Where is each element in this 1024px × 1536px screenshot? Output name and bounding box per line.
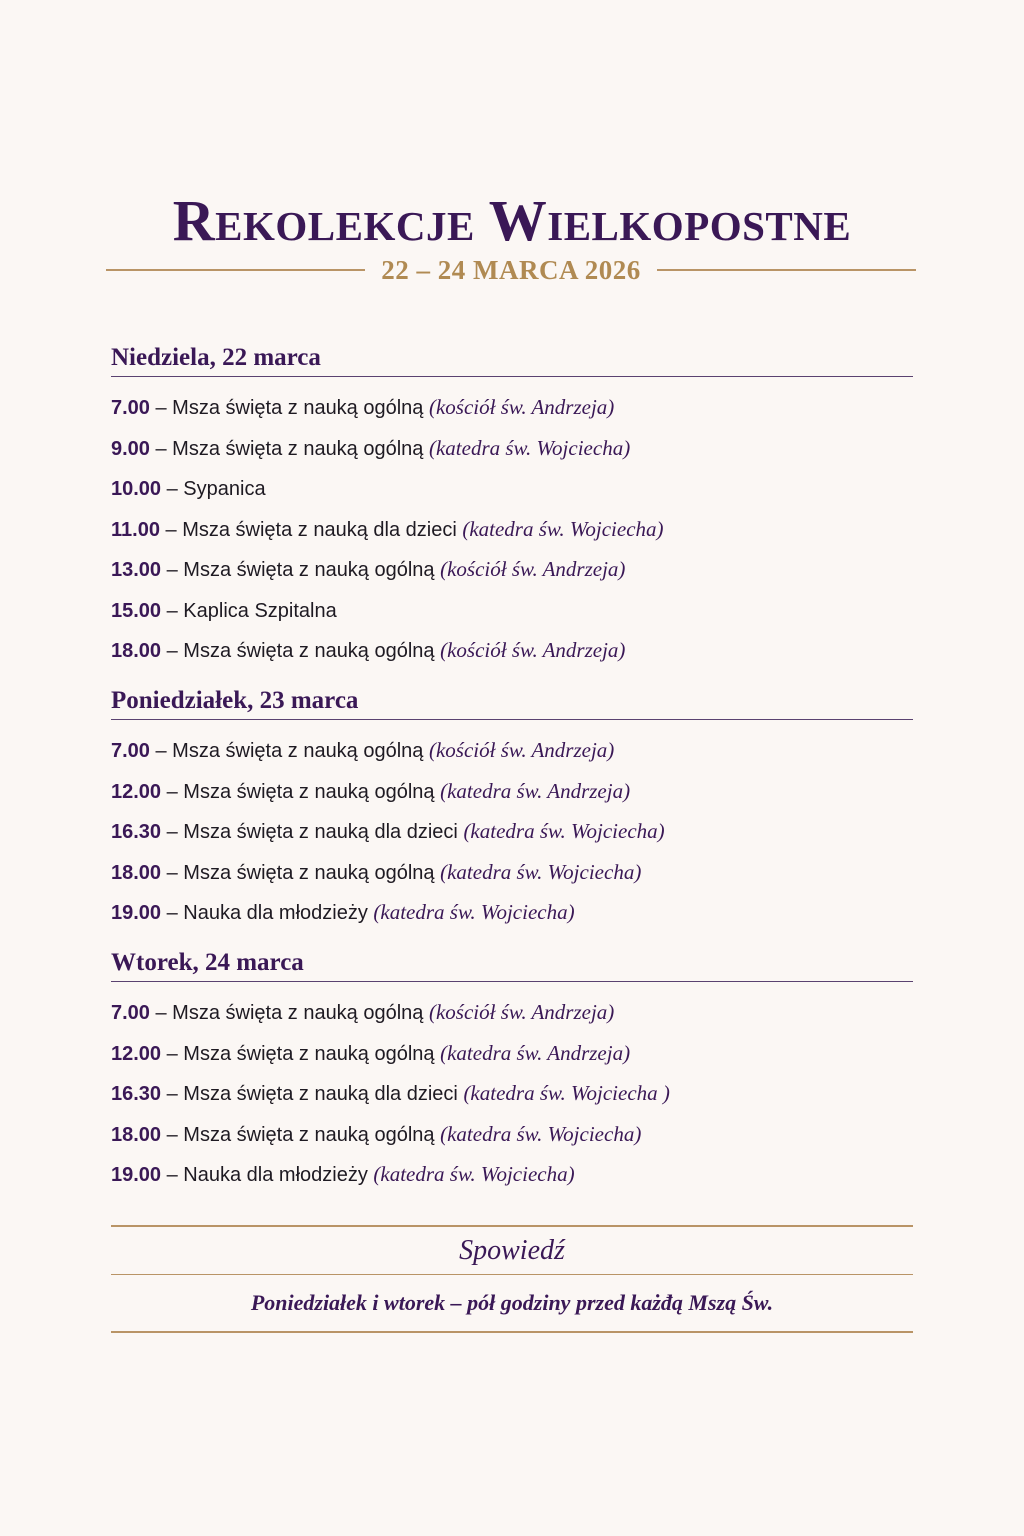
day-heading: Niedziela, 22 marca: [111, 340, 913, 377]
entry-location: (kościół św. Andrzeja): [440, 557, 626, 581]
schedule-entry: [111, 387, 913, 428]
schedule-entry: [111, 428, 913, 469]
entry-time: 7.00: [111, 1002, 150, 1024]
confession-heading: Spowiedź: [459, 1234, 565, 1266]
entry-location: (katedra św. Andrzeja): [440, 1040, 631, 1065]
day-heading: Wtorek, 24 marca: [111, 945, 913, 982]
schedule-entry: [111, 1114, 913, 1155]
entry-time: 11.00: [111, 518, 160, 541]
entry-location: (kościół św. Andrzeja): [428, 738, 615, 762]
schedule-entry: [111, 509, 913, 550]
day-section-monday: [111, 683, 913, 933]
entry-location: (katedra św. Wojciecha): [428, 435, 631, 460]
entry-description: – Msza święta z nauką ogólną: [161, 640, 441, 662]
entry-description: – Msza święta z nauką dla dzieci: [161, 821, 464, 843]
day-heading: Poniedziałek, 23 marca: [111, 683, 913, 720]
schedule-entry: [111, 1154, 913, 1195]
entry-location: (katedra św. Wojciecha ): [463, 1081, 670, 1105]
entry-location: (katedra św. Wojciecha): [462, 516, 664, 541]
divider-left: [106, 269, 365, 271]
entry-time: 7.00: [111, 740, 150, 762]
entry-time: 16.30: [111, 821, 162, 843]
entry-location: (katedra św. Andrzeja): [440, 778, 631, 803]
entry-time: 9.00: [111, 437, 150, 460]
entry-location: (katedra św. Wojciecha): [440, 859, 642, 884]
entry-description: – Msza święta z nauką ogólną: [161, 861, 441, 884]
entry-description: – Sypanica: [161, 478, 266, 500]
entry-description: – Msza święta z nauką ogólną: [161, 559, 441, 581]
entry-location: (katedra św. Wojciecha): [373, 1162, 575, 1186]
entry-location: (kościół św. Andrzeja): [428, 395, 615, 419]
entry-description: – Msza święta z nauką ogólną: [149, 1002, 429, 1024]
entry-time: 18.00: [111, 861, 162, 884]
page-title: Rekolekcje Wielkopostne: [172, 188, 852, 253]
schedule-entry: [111, 852, 913, 893]
schedule-entry: [111, 630, 913, 671]
entry-location: (katedra św. Wojciecha): [440, 1121, 642, 1146]
entry-description: – Msza święta z nauką ogólną: [149, 437, 429, 460]
schedule-entry: [111, 1073, 913, 1114]
entry-description: – Nauka dla młodzieży: [161, 1164, 374, 1186]
confession-note: Poniedziałek i wtorek – pół godziny przed każđą Mszą Św.: [250, 1290, 774, 1315]
entry-time: 15.00: [111, 599, 162, 622]
day-section-tuesday: [111, 945, 913, 1195]
entry-location: (katedra św. Wojciecha): [463, 819, 665, 843]
entry-time: 18.00: [111, 1123, 162, 1146]
entry-description: – Msza święta z nauką dla dzieci: [161, 1083, 464, 1105]
entry-time: 13.00: [111, 559, 162, 581]
schedule-entry: [111, 811, 913, 852]
divider-right: [657, 269, 916, 271]
entry-description: – Msza święta z nauką ogólną: [161, 1042, 441, 1065]
entry-location: (katedra św. Wojciecha): [373, 900, 575, 924]
entry-description: – Nauka dla młodzieży: [161, 902, 374, 924]
confession-section: [111, 1225, 913, 1333]
entry-description: – Msza święta z nauką ogólną: [161, 780, 441, 803]
entry-description: – Msza święta z nauką ogólną: [149, 740, 429, 762]
entry-time: 18.00: [111, 640, 162, 662]
event-dates: 22 – 24 MARCA 2026: [381, 254, 641, 285]
schedule-entry: [111, 992, 913, 1033]
entry-time: 12.00: [111, 1042, 162, 1065]
entry-location: (kościół św. Andrzeja): [428, 1000, 615, 1024]
entry-description: – Msza święta z nauką dla dzieci: [159, 518, 463, 541]
day-section-sunday: [111, 340, 913, 671]
schedule-entry: [111, 1033, 913, 1074]
entry-description: – Msza święta z nauką ogólną: [161, 1123, 441, 1146]
schedule-entry: [111, 892, 913, 933]
entry-description: – Kaplica Szpitalna: [161, 599, 337, 622]
entry-time: 12.00: [111, 780, 162, 803]
schedule-entry: [111, 730, 913, 771]
entry-location: (kościół św. Andrzeja): [440, 638, 626, 662]
entry-description: – Msza święta z nauką ogólną: [149, 397, 429, 419]
schedule-entry: [111, 771, 913, 812]
entry-time: 7.00: [111, 397, 150, 419]
schedule-entry: [111, 549, 913, 590]
entry-time: 16.30: [111, 1083, 162, 1105]
entry-time: 10.00: [111, 478, 162, 500]
entry-time: 19.00: [111, 1164, 162, 1186]
schedule-entry: [111, 590, 913, 631]
divider: [111, 1331, 913, 1333]
entry-time: 19.00: [111, 902, 162, 924]
schedule-entry: [111, 468, 913, 509]
date-banner: [106, 252, 916, 288]
